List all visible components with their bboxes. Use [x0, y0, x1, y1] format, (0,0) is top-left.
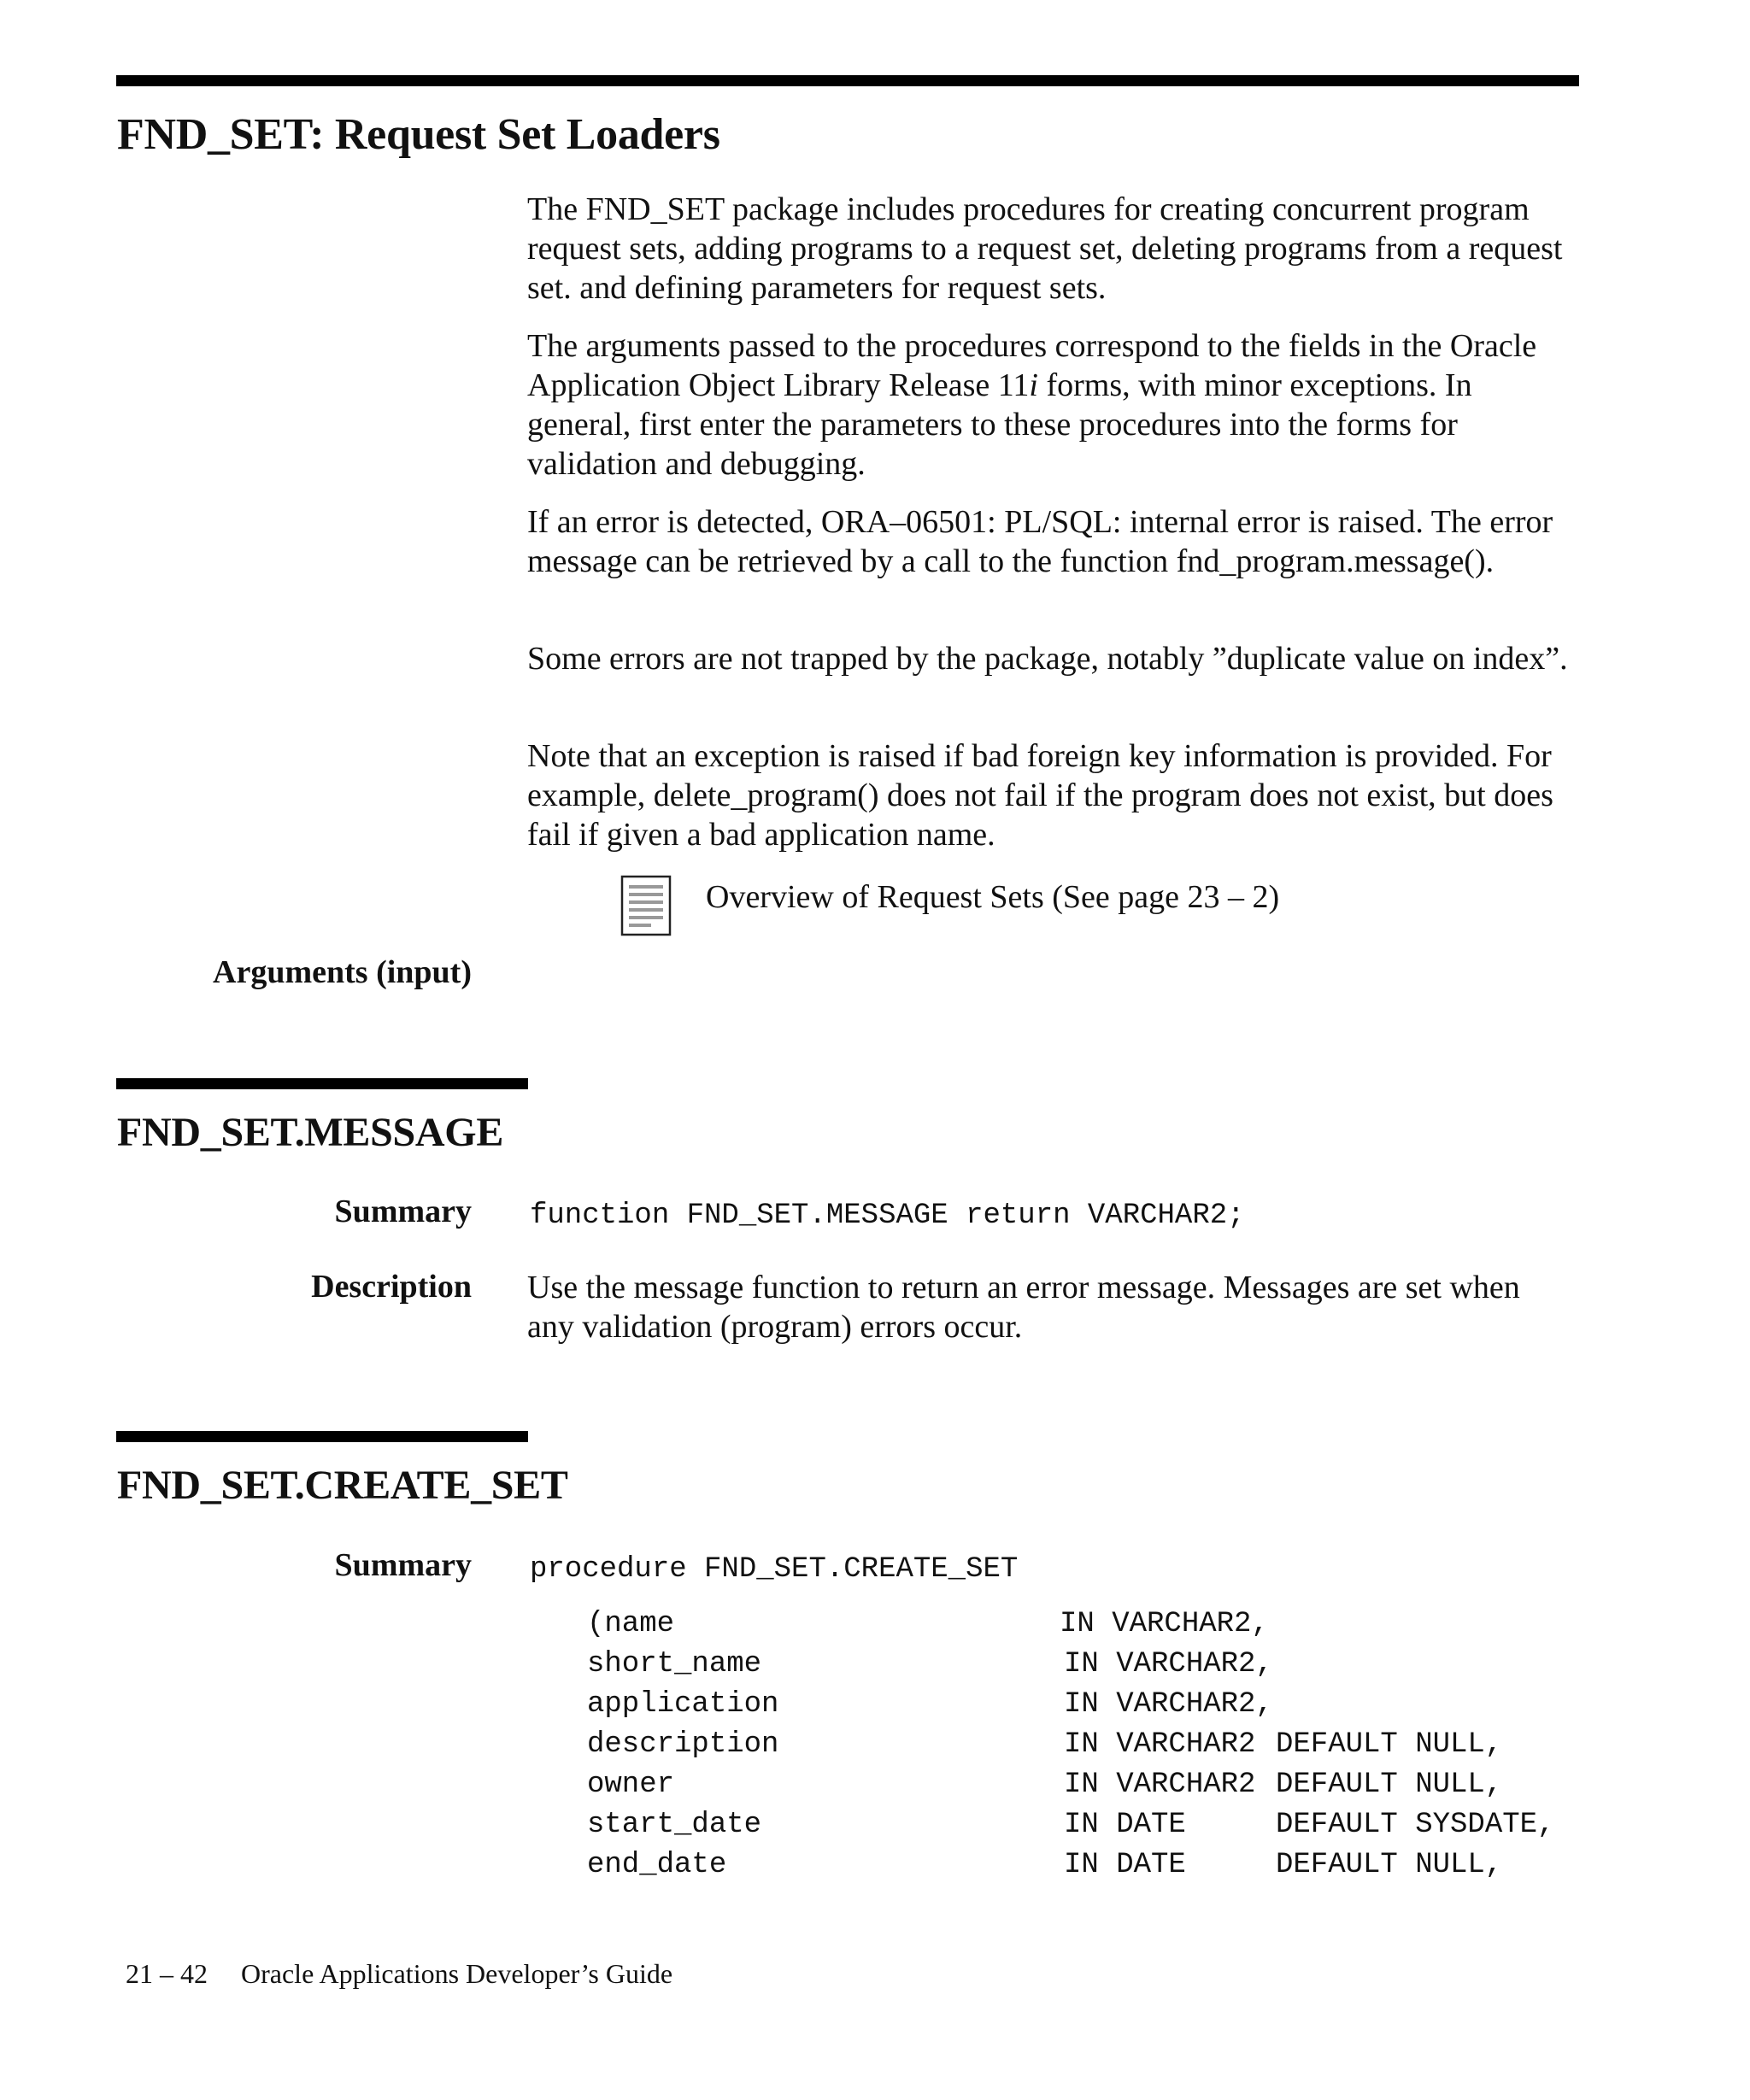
- param-name: description: [587, 1728, 779, 1761]
- page-title: FND_SET: Request Set Loaders: [117, 110, 720, 159]
- intro-paragraph-4: Some errors are not trapped by the package, notably ”duplicate value on index”.: [527, 641, 1568, 677]
- param-row: [587, 1769, 1612, 1808]
- param-type: IN VARCHAR2: [1064, 1728, 1256, 1761]
- param-row: [587, 1728, 1612, 1768]
- intro-paragraph-2: [527, 326, 1570, 484]
- message-section-rule: [116, 1078, 528, 1089]
- message-description-text: Use the message function to return an error message. Messages are set when any validation (program) errors occur.: [527, 1270, 1520, 1345]
- param-type: IN VARCHAR2,: [1060, 1608, 1269, 1640]
- message-section-title: FND_SET.MESSAGE: [117, 1110, 504, 1155]
- create-set-summary-label: Summary: [334, 1547, 472, 1583]
- param-row: [587, 1608, 1612, 1647]
- param-row: [587, 1849, 1612, 1888]
- param-name: end_date: [587, 1849, 727, 1881]
- message-description-label: Description: [311, 1269, 472, 1305]
- param-default: DEFAULT NULL,: [1276, 1769, 1503, 1801]
- param-name: owner: [587, 1769, 675, 1801]
- footer-book-title: Oracle Applications Developer’s Guide: [241, 1958, 673, 1989]
- message-summary-code: function FND_SET.MESSAGE return VARCHAR2;: [530, 1200, 1245, 1232]
- intro-paragraph-3: If an error is detected, ORA–06501: PL/SQL: internal error is raised. The error message can be retrieved by a call to the function fnd_program.message().: [527, 504, 1553, 579]
- param-default: DEFAULT SYSDATE,: [1276, 1809, 1555, 1841]
- message-summary-label: Summary: [334, 1194, 472, 1229]
- param-default: DEFAULT NULL,: [1276, 1849, 1503, 1881]
- create-set-section-rule: [116, 1431, 528, 1442]
- top-rule: [116, 75, 1579, 86]
- param-name: short_name: [587, 1648, 762, 1681]
- param-row: [587, 1688, 1612, 1728]
- intro-paragraph-5: Note that an exception is raised if bad foreign key information is provided. For example, delete_program() does not fail if the program does not exist, but does fail if given a bad application name.: [527, 738, 1553, 853]
- arguments-label: Arguments (input): [213, 954, 472, 990]
- intro-paragraph-1: The FND_SET package includes procedures for creating concurrent program request sets, adding programs to a request set, deleting programs from a request set. and defining parameters for request sets.: [527, 191, 1563, 306]
- create-set-summary-code: procedure FND_SET.CREATE_SET: [530, 1553, 1019, 1586]
- param-row: [587, 1648, 1612, 1687]
- document-icon: [620, 875, 672, 936]
- param-type: IN DATE: [1064, 1809, 1186, 1841]
- param-name: application: [587, 1688, 779, 1721]
- param-default: DEFAULT NULL,: [1276, 1728, 1503, 1761]
- intro-paragraph-2-text: The arguments passed to the procedures correspond to the fields in the Oracle Application Object Library Release 11i forms, with minor exceptions. In general, first enter the parameters to these procedures into the forms for validation and debugging.: [527, 328, 1537, 482]
- param-type: IN DATE: [1064, 1849, 1186, 1881]
- crossref-text[interactable]: Overview of Request Sets (See page 23 – 2): [706, 879, 1280, 915]
- param-name: (name: [587, 1608, 675, 1640]
- param-type: IN VARCHAR2,: [1064, 1648, 1273, 1681]
- param-name: start_date: [587, 1809, 762, 1841]
- footer-page-number: 21 – 42: [126, 1958, 208, 1989]
- param-type: IN VARCHAR2,: [1064, 1688, 1273, 1721]
- crossref-link[interactable]: [620, 875, 1389, 936]
- param-type: IN VARCHAR2: [1064, 1769, 1256, 1801]
- create-set-section-title: FND_SET.CREATE_SET: [117, 1463, 568, 1508]
- param-row: [587, 1809, 1612, 1848]
